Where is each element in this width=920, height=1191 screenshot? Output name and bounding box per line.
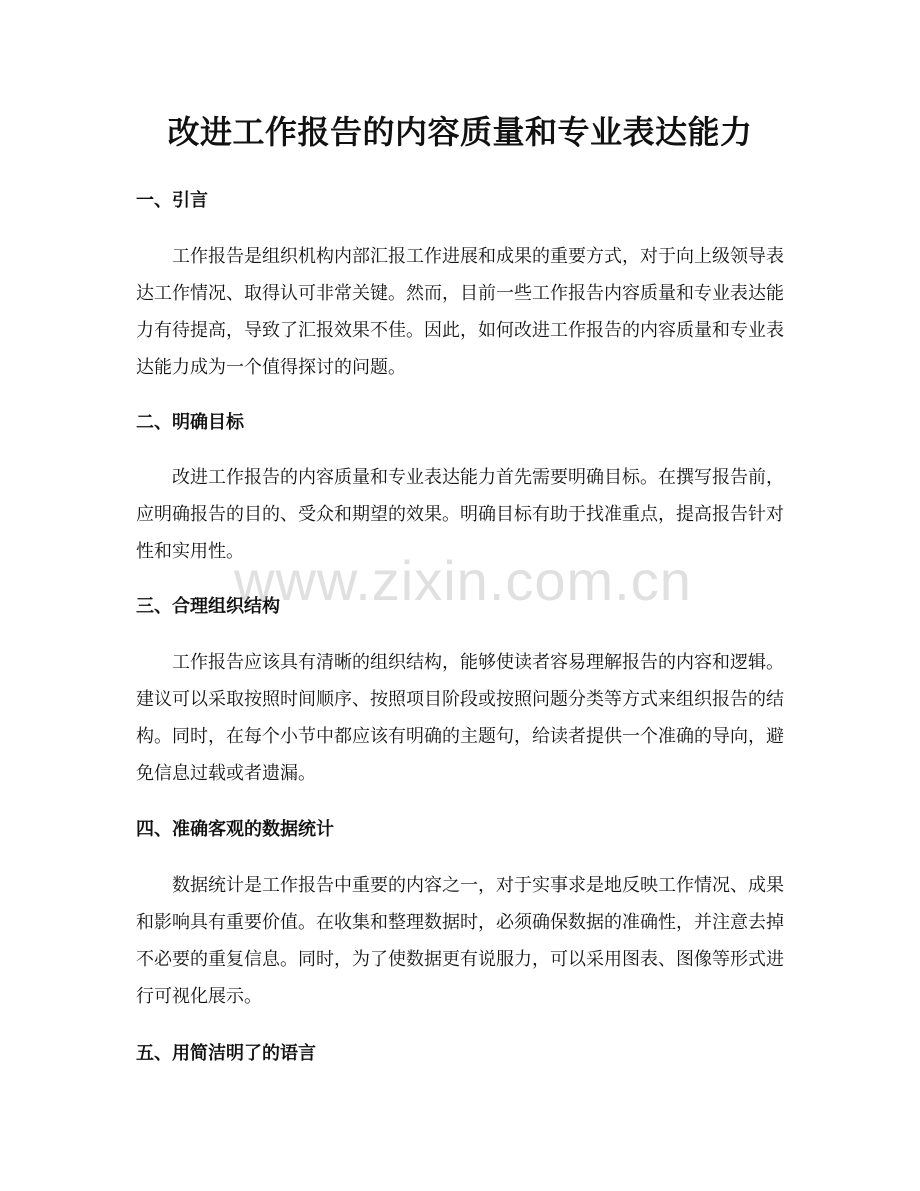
- watermark-text: www.zixin.com.cn: [234, 549, 692, 612]
- section-heading-structure: 三、合理组织结构: [136, 596, 280, 617]
- section-paragraph-structure: 工作报告应该具有清晰的组织结构，能够使读者容易理解报告的内容和逻辑。建议可以采取按照时间顺序、按照项目阶段或按照问题分类等方式来组织报告的结构。同时，在每个小节中都应该有明确的主题句，给读者提供一个准确的导向，避免信息过载或者遗漏。: [136, 652, 784, 784]
- section-heading-concise-language: 五、用简洁明了的语言: [136, 1043, 316, 1064]
- document-body: [136, 181, 784, 1074]
- section-paragraph-introduction: 工作报告是组织机构内部汇报工作进展和成果的重要方式，对于向上级领导表达工作情况、取得认可非常关键。然而，目前一些工作报告内容质量和专业表达能力有待提高，导致了汇报效果不佳。因此，如何改进工作报告的内容质量和专业表达能力成为一个值得探讨的问题。: [136, 246, 784, 378]
- document-title: 改进工作报告的内容质量和专业表达能力: [167, 113, 753, 151]
- section-paragraph-clear-goals: 改进工作报告的内容质量和专业表达能力首先需要明确目标。在撰写报告前，应明确报告的目的、受众和期望的效果。明确目标有助于找准重点，提高报告针对性和实用性。: [136, 467, 784, 562]
- section-paragraph-data-statistics: 数据统计是工作报告中重要的内容之一，对于实事求是地反映工作情况、成果和影响具有重要价值。在收集和整理数据时，必须确保数据的准确性，并注意去掉不必要的重复信息。同时，为了使数据更有说服力，可以采用图表、图像等形式进行可视化展示。: [136, 875, 784, 1007]
- section-heading-introduction: 一、引言: [136, 190, 208, 211]
- section-heading-data-statistics: 四、准确客观的数据统计: [136, 819, 334, 840]
- section-heading-clear-goals: 二、明确目标: [136, 412, 244, 433]
